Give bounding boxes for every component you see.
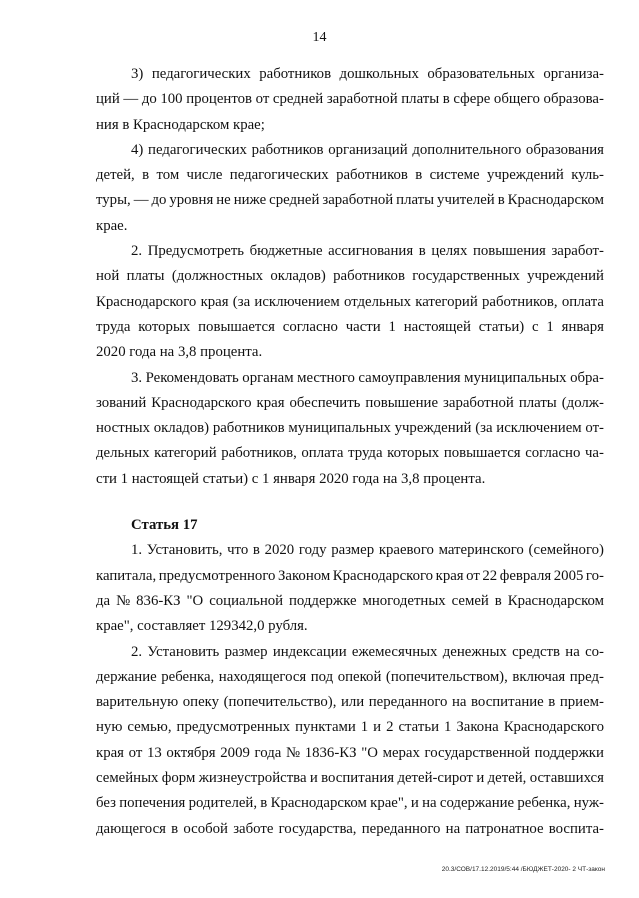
text-line: труда которых повышается согласно части 1 настоящей статьи) с 1 января xyxy=(96,318,604,335)
text-line: 2. Предусмотреть бюджетные ассигнования в целях повышения заработ- xyxy=(131,243,604,260)
article-17-body xyxy=(96,538,604,842)
document-footer: 20.3/СОВ/17.12.2019/5:44 /БЮДЖЕТ-2020- 2 ЧТ-закон xyxy=(441,866,605,873)
text-line: 4) педагогических работников организаций дополнительного образования xyxy=(131,141,604,158)
page-number: 14 xyxy=(312,30,327,45)
text-line: держание ребенка, находящегося под опекой (попечительством), включая пред- xyxy=(96,668,604,685)
text-line: варительную опеку (попечительство), или переданного на воспитание в прием- xyxy=(96,694,604,711)
text-line: без попечения родителей, в Краснодарском крае", и на содержание ребенка, нуж- xyxy=(96,795,604,812)
text-line: сти 1 настоящей статьи) с 1 января 2020 года на 3,8 процента. xyxy=(96,470,486,487)
text-line: детей, в том числе педагогических работников в системе учреждений куль- xyxy=(96,167,604,184)
text-line: ностных окладов) работников муниципальных учреждений (за исключением от- xyxy=(96,420,604,437)
text-line: дающегося в особой заботе государства, переданного на патронатное воспита- xyxy=(96,820,604,837)
text-line: семейных форм жизнеустройства и воспитания детей-сирот и детей, оставшихся xyxy=(96,770,604,787)
text-line: 1. Установить, что в 2020 году размер краевого материнского (семейного) xyxy=(131,542,604,559)
text-line: капитала, предусмотренного Законом Краснодарского края от 22 февраля 2005 го- xyxy=(96,567,604,584)
text-line: дельных категорий работников, оплата труда которых повышается согласно ча- xyxy=(96,445,604,462)
text-line: ния в Краснодарском крае; xyxy=(96,116,265,133)
text-line: 3. Рекомендовать органам местного самоуправления муниципальных обра- xyxy=(131,369,604,386)
text-line: Краснодарского края (за исключением отдельных категорий работников, оплата xyxy=(96,293,604,310)
text-line: ную семью, предусмотренных пунктами 1 и 2 статьи 1 Закона Краснодарского xyxy=(96,719,604,736)
text-line: 2. Установить размер индексации ежемесячных денежных средств на со- xyxy=(131,643,604,660)
text-line: 3) педагогических работников дошкольных образовательных организа- xyxy=(131,66,604,82)
text-line: туры, — до уровня не ниже средней заработной платы учителей в Краснодарском xyxy=(96,192,604,209)
text-line: да № 836-КЗ "О социальной поддержке многодетных семей в Краснодарском xyxy=(96,592,604,609)
article-heading: Статья 17 xyxy=(131,517,198,534)
text-line: края от 13 октября 2009 года № 1836-КЗ "О мерах государственной поддержки xyxy=(96,744,604,761)
text-line: крае. xyxy=(96,217,128,234)
text-line: крае", составляет 129342,0 рубля. xyxy=(96,618,308,635)
document-body xyxy=(96,62,604,842)
text-line: зований Краснодарского края обеспечить повышение заработной платы (долж- xyxy=(96,394,604,411)
article-16-continuation xyxy=(96,62,604,492)
text-line: ной платы (должностных окладов) работников государственных учреждений xyxy=(96,268,604,285)
text-line: 2020 года на 3,8 процента. xyxy=(96,344,263,361)
section-gap xyxy=(96,492,604,513)
text-line: ций — до 100 процентов от средней заработной платы в сфере общего образова- xyxy=(96,91,604,108)
